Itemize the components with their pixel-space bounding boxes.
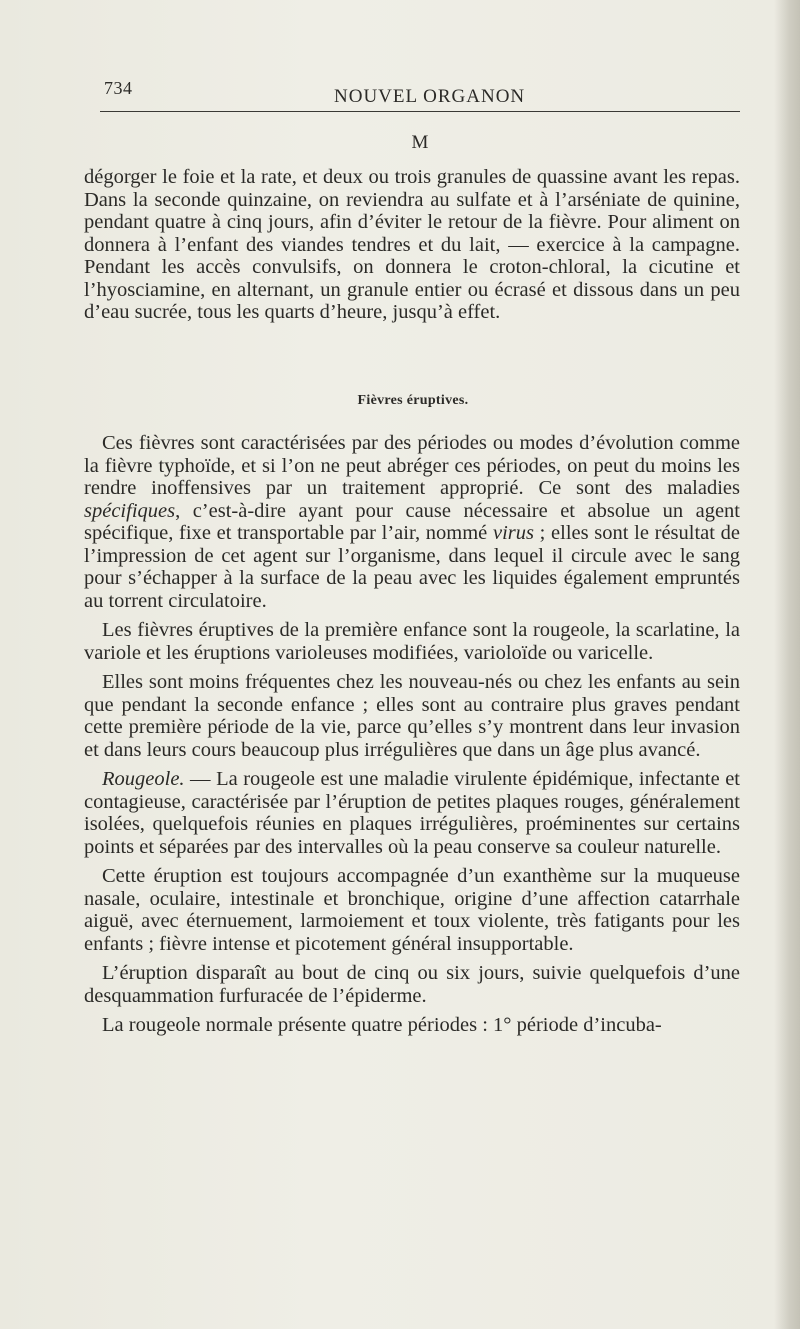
text-block-main — [84, 432, 740, 1037]
running-title: NOUVEL ORGANON — [334, 86, 526, 107]
paragraph: L’éruption disparaît au bout de cinq ou six jours, suivie quelquefois d’une desquammation furfuracée de l’épiderme. — [84, 962, 740, 1007]
run-in-heading: Rougeole. — [102, 768, 185, 790]
paragraph-intro — [84, 432, 740, 612]
header-rule — [100, 111, 740, 112]
page-number: 734 — [104, 78, 133, 98]
section-letter: M — [411, 132, 429, 153]
paragraph: dégorger le foie et la rate, et deux ou trois granules de quassine avant les repas. Dans la seconde quinzaine, on reviendra au sulfate et à l’arséniate de quinine, pendant quatre à cinq jours, afin d’éviter le retour de la fièvre. Pour aliment on donnera à l’enfant des viandes tendres et du lait, — exercice à la campagne. Pendant les accès convulsifs, on donnera le croton-chloral, la cicutine et l’hyosciamine, en alternant, un granule entier ou écrasé et dissous dans un peu d’eau sucrée, tous les quarts d’heure, jusqu’à effet. — [84, 166, 740, 323]
italic-term: spécifiques — [84, 499, 176, 522]
paragraph: Cette éruption est toujours accompagnée d’un exanthème sur la muqueuse nasale, oculaire, intestinale et bronchique, origine d’une affection catarrhale aiguë, avec éternuement, larmoiement et toux violente, très fatigants pour les enfants ; fièvre intense et picotement général insupportable. — [84, 865, 740, 955]
italic-term: virus — [492, 522, 534, 544]
text-run: — La rougeole est une maladie virulente épidémique, infectante et contagieuse, caractérisée par l’éruption de petites plaques rouges, généralement isolées, quelquefois réunies en plaques irrégulières, proéminentes sur certains points et séparées par des intervalles où la peau conserve sa couleur naturelle. — [84, 768, 740, 858]
paragraph: Les fièvres éruptives de la première enfance sont la rougeole, la scarlatine, la variole et les éruptions varioleuses modifiées, varioloïde ou varicelle. — [84, 619, 740, 664]
paragraph: La rougeole normale présente quatre périodes : 1° période d’incuba- — [102, 1014, 662, 1036]
text-block-top — [84, 166, 740, 324]
paragraph-rougeole — [84, 768, 740, 858]
text-run: , c’est-à-dire ayant pour cause nécessaire et absolue un agent spécifique, fixe et transportable par l’air, nommé — [84, 499, 740, 544]
page-edge-shadow — [774, 0, 800, 1329]
page-header — [100, 78, 740, 118]
text-run: ; elles sont le résultat de l’impression de cet agent sur l’organisme, dans lequel il circule avec le sang pour s’échapper à la surface de la peau avec les liquides également empruntés au torrent circulatoire. — [84, 522, 740, 612]
text-run: Ces fièvres sont caractérisées par des périodes ou modes d’évolution comme la fièvre typhoïde, et si l’on ne peut abréger ces périodes, on peut du moins les rendre inoffensives par un traitement approprié. Ce sont des maladies — [84, 432, 740, 499]
section-subtitle: Fièvres éruptives. — [357, 393, 469, 408]
paragraph: Elles sont moins fréquentes chez les nouveau-nés ou chez les enfants au sein que pendant la seconde enfance ; elles sont au contraire plus graves pendant cette première période de la vie, parce qu’elles s’y montrent dans leur invasion et dans leurs cours beaucoup plus irrégulières que dans un âge plus avancé. — [84, 671, 740, 761]
